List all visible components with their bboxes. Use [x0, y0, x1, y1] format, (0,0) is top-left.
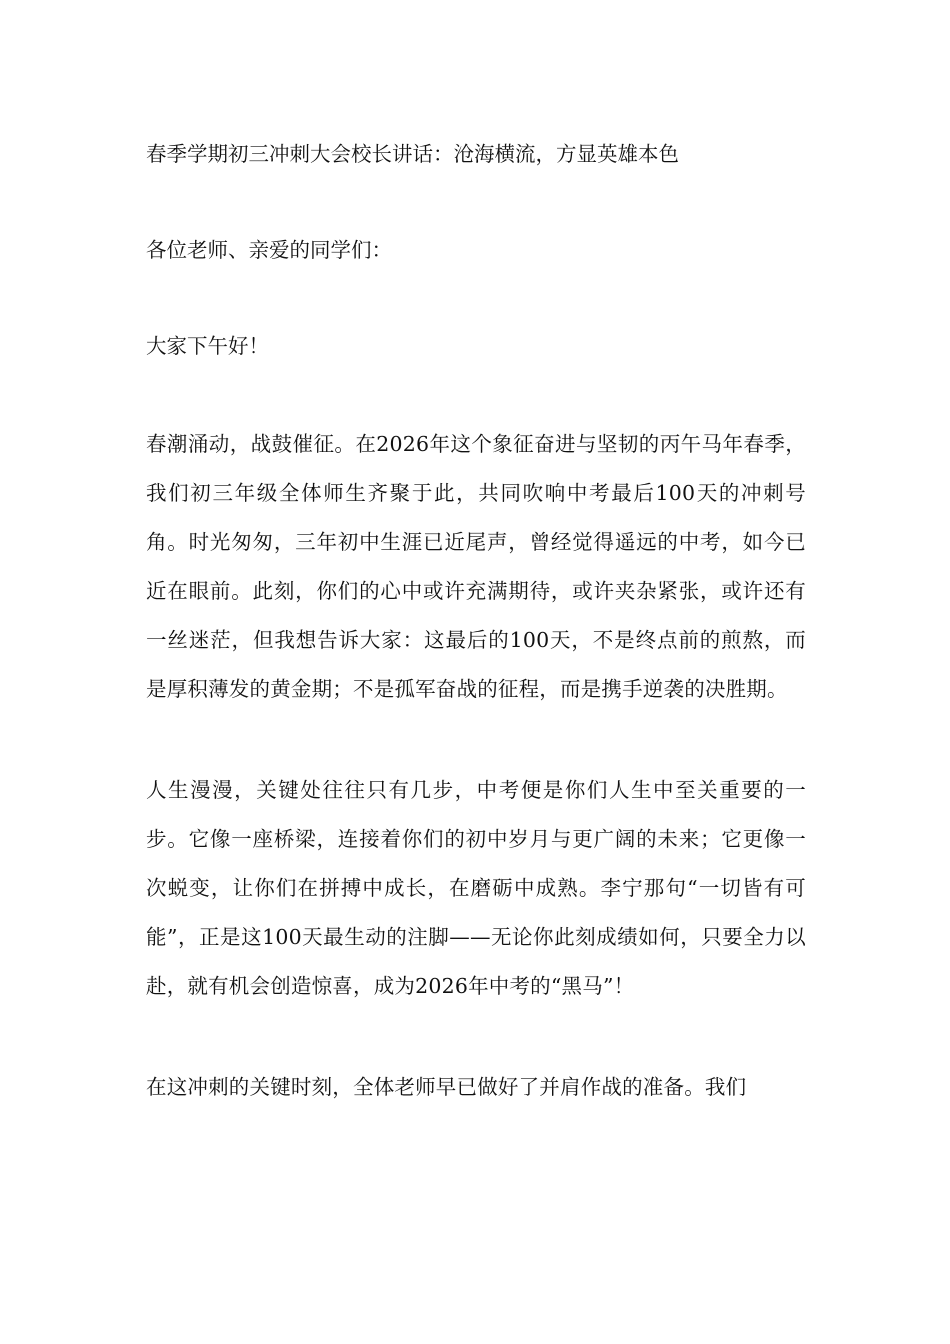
document-body: [146, 132, 806, 1112]
document-title: 春季学期初三冲刺大会校长讲话：沧海横流，方显英雄本色: [146, 142, 679, 166]
paragraph-1: 春潮涌动，战鼓催征。在2026年这个象征奋进与坚韧的丙午马年春季，我们初三年级全体师生齐聚于此，共同吹响中考最后100天的冲刺号角。时光匆匆，三年初中生涯已近尾声，曾经觉得遥远的中考，如今已近在眼前。此刻，你们的心中或许充满期待，或许夹杂紧张，或许还有一丝迷茫，但我想告诉大家：这最后的100天，不是终点前的煎熬，而是厚积薄发的黄金期；不是孤军奋战的征程，而是携手逆袭的决胜期。: [146, 432, 806, 701]
paragraph-2: 人生漫漫，关键处往往只有几步，中考便是你们人生中至关重要的一步。它像一座桥梁，连接着你们的初中岁月与更广阔的未来；它更像一次蜕变，让你们在拼搏中成长，在磨砺中成熟。李宁那句“一切皆有可能”，正是这100天最生动的注脚——无论你此刻成绩如何，只要全力以赴，就有机会创造惊喜，成为2026年中考的“黑马”！: [146, 778, 806, 998]
paragraph-3: 在这冲刺的关键时刻，全体老师早已做好了并肩作战的准备。我们: [146, 1075, 747, 1099]
salutation: 各位老师、亲爱的同学们：: [146, 238, 392, 262]
greeting: 大家下午好！: [146, 334, 269, 358]
